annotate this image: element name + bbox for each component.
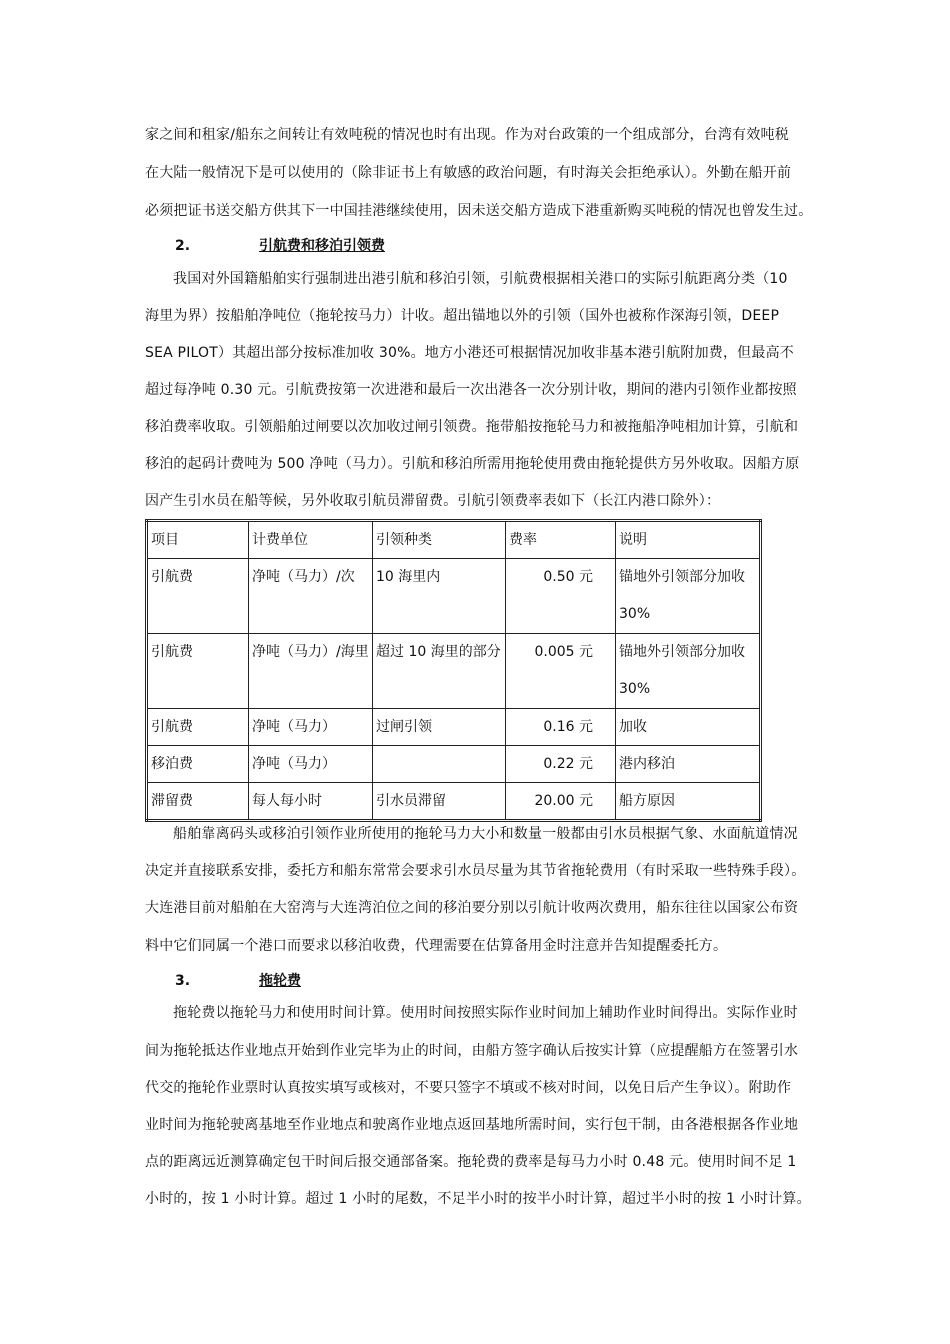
paragraph-line: 拖轮费以拖轮马力和使用时间计算。使用时间按照实际作业时间加上辅助作业时间得出。实际作业时 — [173, 1005, 798, 1021]
table-cell-note: 加收 — [616, 709, 761, 746]
table-cell-note: 港内移泊 — [616, 746, 761, 783]
table-cell-unit: 净吨（马力） — [249, 746, 373, 783]
note-line: 锚地外引领部分加收 — [619, 644, 745, 660]
table-header-row — [147, 521, 761, 559]
table-cell-unit: 净吨（马力）/海里 — [249, 634, 373, 709]
paragraph-line: 移泊费率收取。引领船舶过闸要以次加收过闸引领费。拖带船按拖轮马力和被拖船净吨相加计算，引航和 — [145, 419, 799, 435]
fee-table — [145, 519, 762, 822]
table-cell-item: 移泊费 — [147, 746, 249, 783]
table-row — [147, 634, 761, 709]
table-cell-rate: 0.50 元 — [506, 559, 616, 634]
paragraph-line: 船舶靠离码头或移泊引领作业所使用的拖轮马力大小和数量一般都由引水员根据气象、水面航道情况 — [173, 826, 798, 842]
paragraph-line: 小时的，按 1 小时计算。超过 1 小时的尾数，不足半小时的按半小时计算，超过半小时的按 1 小时计算。 — [145, 1191, 811, 1207]
paragraph-line: 家之间和租家/船东之间转让有效吨税的情况也时有出现。作为对台政策的一个组成部分，台湾有效吨税 — [145, 127, 789, 143]
section-title: 引航费和移泊引领费 — [259, 238, 385, 254]
table-cell-note: 船方原因 — [616, 783, 761, 821]
table-cell-type: 超过 10 海里的部分 — [373, 634, 506, 709]
table-cell-note — [616, 634, 761, 709]
table-cell-type: 引水员滞留 — [373, 783, 506, 821]
table-cell-item: 滞留费 — [147, 783, 249, 821]
table-header-cell: 引领种类 — [373, 521, 506, 559]
section-title: 拖轮费 — [259, 973, 301, 989]
paragraph-line: 点的距离远近测算确定包干时间后报交通部备案。拖轮费的费率是每马力小时 0.48 元。使用时间不足 1 — [145, 1154, 797, 1170]
paragraph-line: 超过每净吨 0.30 元。引航费按第一次进港和最后一次出港各一次分别计收，期间的港内引领作业都按照 — [145, 382, 797, 398]
table-cell-unit: 每人每小时 — [249, 783, 373, 821]
table-cell-rate: 0.16 元 — [506, 709, 616, 746]
paragraph-line: 料中它们同属一个港口而要求以移泊收费，代理需要在估算备用金时注意并告知提醒委托方。 — [145, 938, 728, 954]
section-number: 2. — [175, 238, 191, 254]
paragraph-line: 大连港目前对船舶在大窑湾与大连湾泊位之间的移泊要分别以引航计收两次费用，船东往往以国家公布资 — [145, 900, 799, 916]
table-cell-unit: 净吨（马力）/次 — [249, 559, 373, 634]
paragraph-line: 移泊的起码计费吨为 500 净吨（马力）。引航和移泊所需用拖轮使用费由拖轮提供方另外收取。因船方原 — [145, 456, 800, 472]
table-cell-type: 10 海里内 — [373, 559, 506, 634]
table-row — [147, 709, 761, 746]
section-number: 3. — [175, 973, 191, 989]
paragraph-line: 在大陆一般情况下是可以使用的（除非证书上有敏感的政治问题，有时海关会拒绝承认）。外勤在船开前 — [145, 165, 792, 181]
paragraph-line: 业时间为拖轮驶离基地至作业地点和驶离作业地点返回基地所需时间，实行包干制，由各港根据各作业地 — [145, 1117, 799, 1133]
table-header-cell: 项目 — [147, 521, 249, 559]
table-row — [147, 746, 761, 783]
table-cell-item: 引航费 — [147, 709, 249, 746]
paragraph-line: 我国对外国籍船舶实行强制进出港引航和移泊引领，引航费根据相关港口的实际引航距离分类（10 — [173, 271, 788, 287]
table-row — [147, 783, 761, 821]
table-cell-rate: 20.00 元 — [506, 783, 616, 821]
paragraph-line: 决定并直接联系安排，委托方和船东常常会要求引水员尽量为其节省拖轮费用（有时采取一些特殊手段）。 — [145, 863, 806, 879]
table-cell-note — [616, 559, 761, 634]
paragraph-line: 因产生引水员在船等候，另外收取引航员滞留费。引航引领费率表如下（长江内港口除外）： — [145, 493, 721, 509]
paragraph-line: 代交的拖轮作业票时认真按实填写或核对，不要只签字不填或不核对时间，以免日后产生争议）。附助作 — [145, 1080, 792, 1096]
table-header-cell: 费率 — [506, 521, 616, 559]
table-cell-item: 引航费 — [147, 634, 249, 709]
note-line: 30% — [619, 681, 651, 697]
table-header-cell: 说明 — [616, 521, 761, 559]
table-cell-type: 过闸引领 — [373, 709, 506, 746]
note-line: 锚地外引领部分加收 — [619, 569, 745, 585]
paragraph-line: SEA PILOT）其超出部分按标准加收 30%。地方小港还可根据情况加收非基本港引航附加费，但最高不 — [145, 345, 794, 361]
table-header-cell: 计费单位 — [249, 521, 373, 559]
table-cell-rate: 0.22 元 — [506, 746, 616, 783]
note-line: 30% — [619, 606, 651, 622]
table-cell-unit: 净吨（马力） — [249, 709, 373, 746]
paragraph-line: 必须把证书送交船方供其下一中国挂港继续使用，因未送交船方造成下港重新购买吨税的情况也曾发生过。 — [145, 203, 813, 219]
paragraph-line: 间为拖轮抵达作业地点开始到作业完毕为止的时间，由船方签字确认后按实计算（应提醒船方在签署引水 — [145, 1043, 799, 1059]
table-row — [147, 559, 761, 634]
paragraph-line: 海里为界）按船舶净吨位（拖轮按马力）计收。超出锚地以外的引领（国外也被称作深海引领，DEEP — [145, 308, 780, 324]
table-cell-type — [373, 746, 506, 783]
table-cell-rate: 0.005 元 — [506, 634, 616, 709]
table-cell-item: 引航费 — [147, 559, 249, 634]
